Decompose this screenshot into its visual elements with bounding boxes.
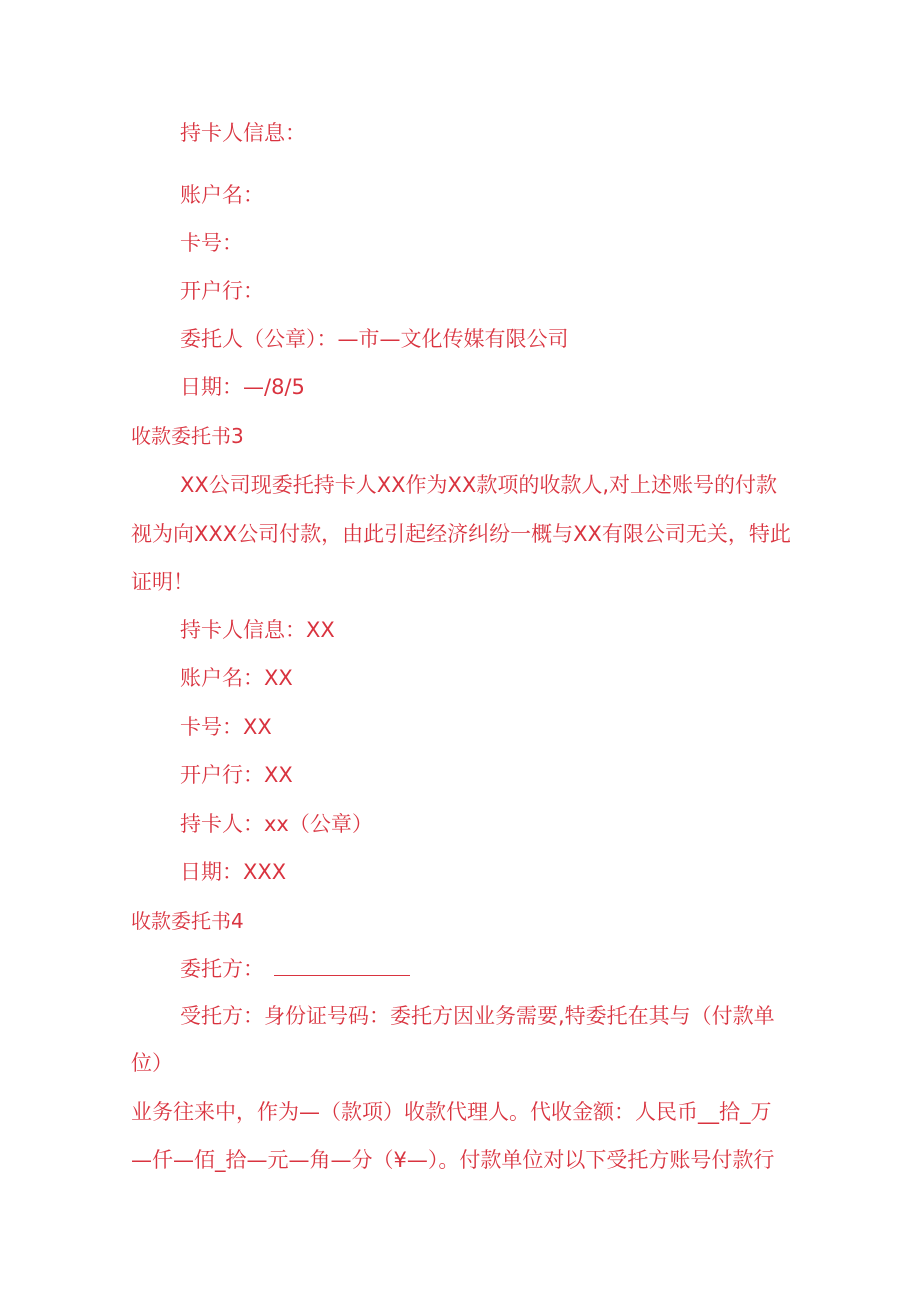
section3-body-line3: 证明！ — [131, 570, 194, 594]
section3-body-line2: 视为向XXX公司付款，由此引起经济纠纷一概与XX有限公司无关，特此 — [131, 522, 791, 546]
section4-title: 收款委托书4 — [131, 909, 244, 933]
section3-date: 日期：XXX — [180, 860, 287, 884]
principal-blank — [274, 955, 410, 976]
account-name-label: 账户名： — [180, 183, 264, 207]
section4-body-line1: 业务往来中，作为—（款项）收款代理人。代收金额：人民币__拾_万 — [131, 1100, 772, 1124]
section4-agent-line2: 位） — [131, 1051, 173, 1075]
section4-agent-line1: 受托方：身份证号码：委托方因业务需要,特委托在其与（付款单 — [180, 1004, 775, 1028]
section3-title: 收款委托书3 — [131, 424, 244, 448]
section3-cardholder: 持卡人：xx（公章） — [180, 812, 373, 836]
section4-principal-label: 委托方： — [180, 957, 264, 981]
date-line: 日期：—/8/5 — [180, 375, 305, 399]
principal-line: 委托人（公章）：—市—文化传媒有限公司 — [180, 327, 569, 351]
card-number-label: 卡号： — [180, 231, 243, 255]
section4-body-line2: —仟—佰_拾—元—角—分（¥—）。付款单位对以下受托方账号付款行 — [131, 1148, 775, 1172]
section3-bank: 开户行：XX — [180, 763, 293, 787]
section3-body-line1: XX公司现委托持卡人XX作为XX款项的收款人,对上述账号的付款 — [180, 473, 777, 497]
cardholder-info-label: 持卡人信息： — [180, 121, 306, 145]
bank-label: 开户行： — [180, 279, 264, 303]
section3-cardholder-info: 持卡人信息：XX — [180, 618, 335, 642]
section3-card-number: 卡号：XX — [180, 715, 272, 739]
section3-account-name: 账户名：XX — [180, 666, 293, 690]
section4-principal-line — [180, 954, 410, 984]
